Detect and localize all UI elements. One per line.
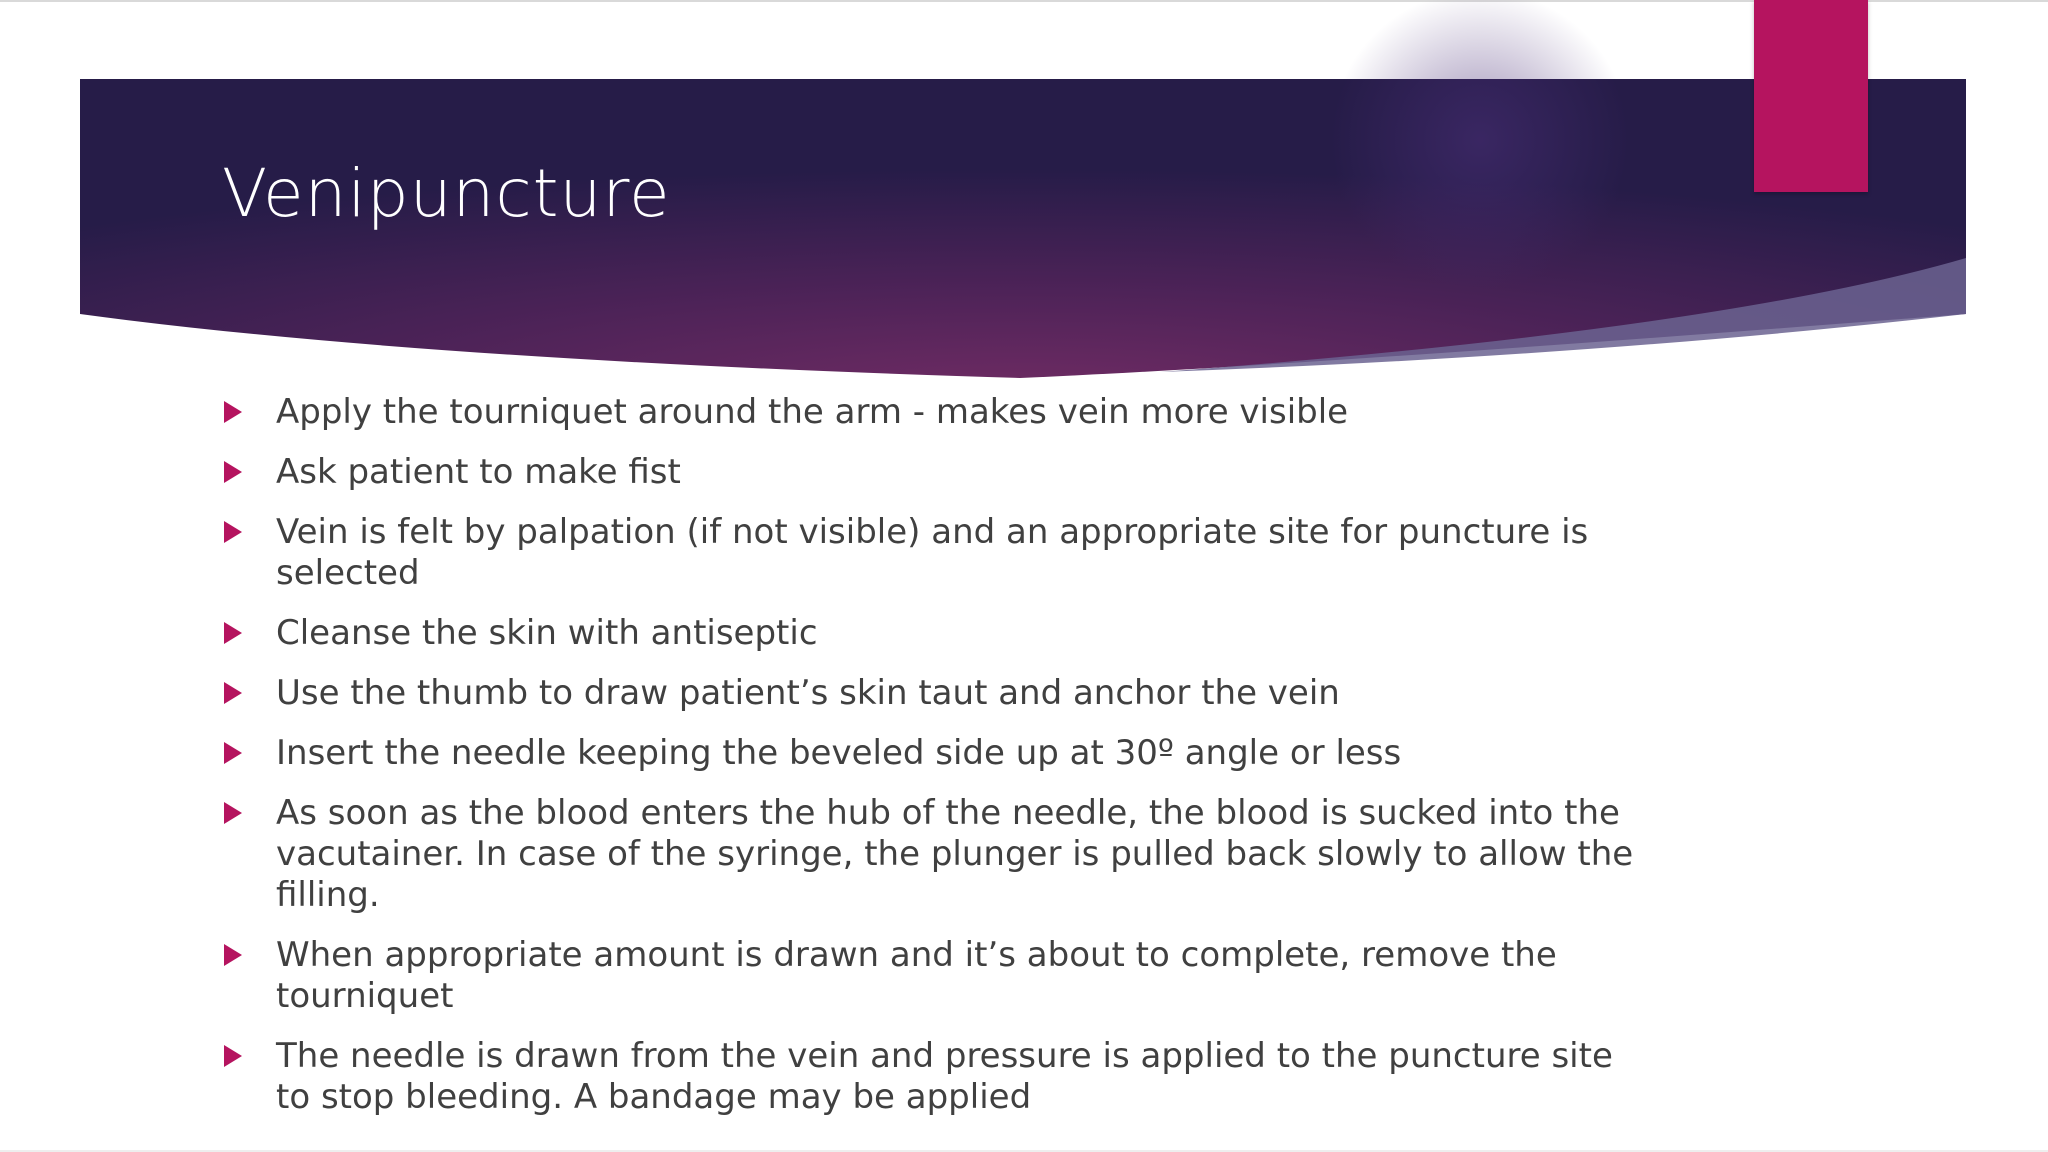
triangle-arrow-icon <box>224 944 242 966</box>
triangle-arrow-icon <box>224 1045 242 1067</box>
bullet-text: Vein is felt by palpation (if not visible) and an appropriate site for puncture is selected <box>276 512 1589 593</box>
triangle-arrow-icon <box>224 742 242 764</box>
triangle-arrow-icon <box>224 682 242 704</box>
bullet-text: Use the thumb to draw patient’s skin taut and anchor the vein <box>276 673 1340 713</box>
triangle-arrow-icon <box>224 622 242 644</box>
bullet-item <box>220 673 1640 714</box>
bullet-item <box>220 613 1640 654</box>
triangle-arrow-icon <box>224 802 242 824</box>
bullet-text: Insert the needle keeping the beveled side up at 30º angle or less <box>276 733 1402 773</box>
bullet-item <box>220 793 1640 916</box>
bullet-text: The needle is drawn from the vein and pressure is applied to the puncture site to stop bleeding. A bandage may be applied <box>276 1036 1613 1117</box>
bullet-item <box>220 935 1640 1017</box>
banner-glow <box>1330 0 1630 290</box>
accent-tab <box>1754 0 1868 192</box>
bullet-item <box>220 452 1640 493</box>
bullet-text: As soon as the blood enters the hub of the needle, the blood is sucked into the vacutainer. In case of the syringe, the plunger is pulled back slowly to allow the filling. <box>276 793 1634 915</box>
bullet-item <box>220 392 1640 433</box>
triangle-arrow-icon <box>224 461 242 483</box>
bullet-text: Cleanse the skin with antiseptic <box>276 613 818 653</box>
bullet-text: When appropriate amount is drawn and it’s about to complete, remove the tourniquet <box>276 935 1557 1016</box>
bullet-item <box>220 733 1640 774</box>
bullet-list <box>220 392 1640 1137</box>
bullet-item <box>220 1036 1640 1118</box>
triangle-arrow-icon <box>224 401 242 423</box>
slide-title: Venipuncture <box>222 155 671 232</box>
triangle-arrow-icon <box>224 521 242 543</box>
bullet-text: Ask patient to make fist <box>276 452 681 492</box>
bullet-item <box>220 512 1640 594</box>
bullet-text: Apply the tourniquet around the arm - makes vein more visible <box>276 392 1349 432</box>
